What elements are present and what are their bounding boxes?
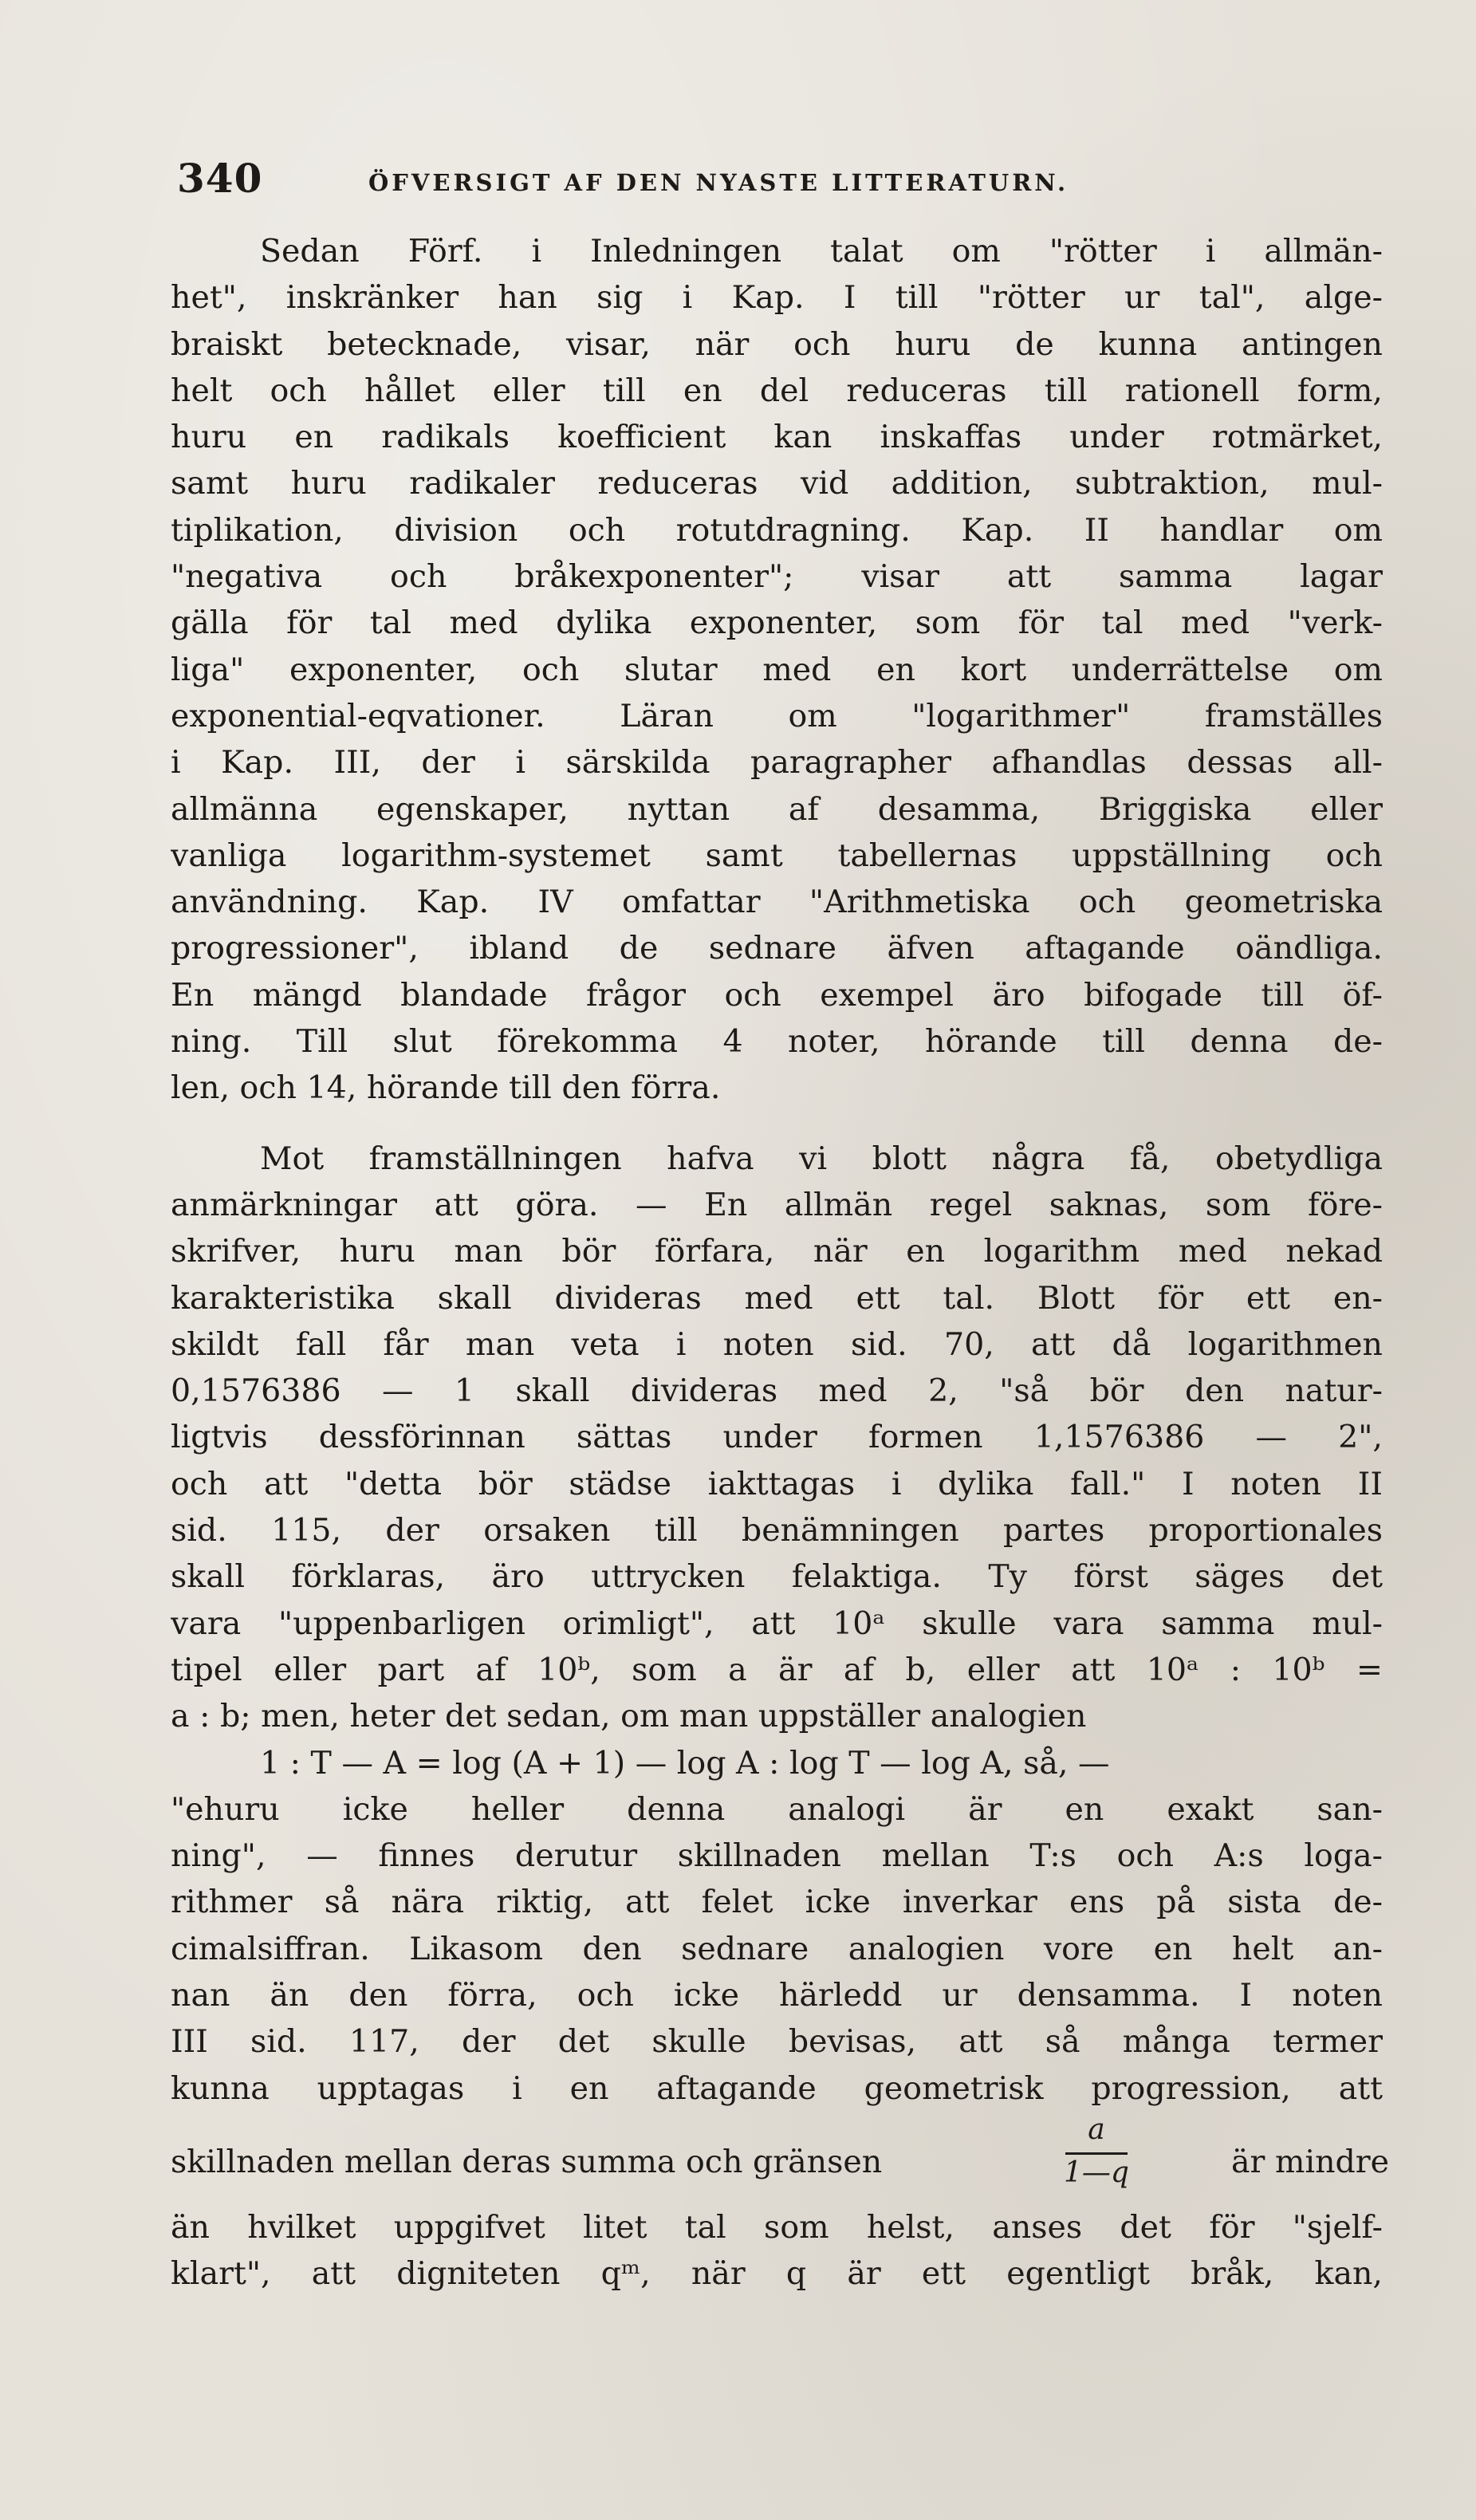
text-line: len, och 14, hörande till den förra. <box>171 1069 721 1107</box>
text-line: liga" exponenter, och slutar med en kort underrättelse om <box>171 651 1383 688</box>
fraction-line <box>171 2112 1390 2204</box>
text-line: helt och hållet eller till en del reduceras till rationell form, <box>171 372 1383 409</box>
text-line: Sedan Förf. i Inledningen talat om "rötter i allmän- <box>260 233 1383 270</box>
page-header <box>177 155 1293 206</box>
text-line: huru en radikals koefficient kan inskaffas under rotmärket, <box>171 419 1383 456</box>
text-line: "negativa och bråkexponenter"; visar att samma lagar <box>171 558 1383 596</box>
text-line: vara "uppenbarligen orimligt", att 10ᵃ skulle vara samma mul- <box>171 1605 1383 1642</box>
fraction <box>1064 2112 1129 2192</box>
text-line: sid. 115, der orsaken till benämningen partes proportionales <box>171 1512 1383 1549</box>
paragraph-gap <box>171 1112 1383 1136</box>
text-line: rithmer så nära riktig, att felet icke inverkar ens på sista de- <box>171 1884 1383 1921</box>
text-line: i Kap. III, der i särskilda paragrapher afhandlas dessas all- <box>171 744 1383 782</box>
text-line: progressioner", ibland de sednare äfven aftagande oändliga. <box>171 930 1383 967</box>
text-line: allmänna egenskaper, nyttan af desamma, Briggiska eller <box>171 790 1383 828</box>
text-line: skrifver, huru man bör förfara, när en logarithm med nekad <box>171 1233 1383 1270</box>
text-line: nan än den förra, och icke härledd ur densamma. I noten <box>171 1976 1383 2014</box>
text-line: a : b; men, heter det sedan, om man uppställer analogien <box>171 1698 1087 1735</box>
text-line: braiskt betecknade, visar, när och huru de kunna antingen <box>171 325 1383 363</box>
text-line: användning. Kap. IV omfattar "Arithmetiska och geometriska <box>171 884 1383 921</box>
text-line: och att "detta bör städse iakttagas i dylika fall." I noten II <box>171 1465 1383 1502</box>
paragraph-1 <box>171 228 1383 1112</box>
paragraph-2 <box>171 1136 1390 2298</box>
text-line: ligtvis dessförinnan sättas under formen 1,1576386 — 2", <box>171 1419 1383 1456</box>
text-line: Mot framställningen hafva vi blott några få, obetydliga <box>260 1140 1383 1177</box>
text-line: klart", att digniteten qᵐ, när q är ett egentligt bråk, kan, <box>171 2255 1383 2293</box>
fraction-numerator: a <box>1065 2112 1127 2155</box>
fraction-line-left: skillnaden mellan deras summa och gränsen <box>171 2143 883 2180</box>
text-line: 0,1576386 — 1 skall divideras med 2, "så bör den natur- <box>171 1372 1383 1410</box>
formula-line: 1 : T — A = log (A + 1) — log A : log T — log A, så, — <box>260 1744 1110 1782</box>
text-line: cimalsiffran. Likasom den sednare analogien vore en helt an- <box>171 1930 1383 1967</box>
text-line: skildt fall får man veta i noten sid. 70, att då logarithmen <box>171 1325 1383 1363</box>
text-line: karakteristika skall divideras med ett tal. Blott för ett en- <box>171 1279 1383 1317</box>
text-line: gälla för tal med dylika exponenter, som för tal med "verk- <box>171 604 1383 642</box>
text-line: skall förklaras, äro uttrycken felaktiga. Ty först säges det <box>171 1558 1383 1596</box>
text-line: anmärkningar att göra. — En allmän regel saknas, som före- <box>171 1186 1383 1223</box>
text-line: vanliga logarithm-systemet samt tabellernas uppställning och <box>171 837 1383 874</box>
body-text <box>171 228 1390 2297</box>
fraction-line-right: är mindre <box>1231 2143 1390 2180</box>
text-line: exponential-eqvationer. Läran om "logarithmer" framställes <box>171 697 1383 734</box>
running-title: ÖFVERSIGT AF DEN NYASTE LITTERATURN. <box>368 169 1069 196</box>
text-line: ning", — finnes derutur skillnaden mellan T:s och A:s loga- <box>171 1837 1383 1875</box>
fraction-denominator: 1—q <box>1064 2156 1129 2189</box>
text-line: ning. Till slut förekomma 4 noter, hörande till denna de- <box>171 1023 1383 1061</box>
text-line: tipel eller part af 10ᵇ, som a är af b, eller att 10ᵃ : 10ᵇ = <box>171 1651 1383 1688</box>
page-number: 340 <box>177 155 263 202</box>
text-line: En mängd blandade frågor och exempel äro bifogade till öf- <box>171 976 1383 1014</box>
text-line: het", inskränker han sig i Kap. I till "rötter ur tal", alge- <box>171 279 1383 317</box>
text-line: "ehuru icke heller denna analogi är en exakt san- <box>171 1790 1383 1828</box>
text-line: III sid. 117, der det skulle bevisas, att så många termer <box>171 2023 1383 2061</box>
text-line: tiplikation, division och rotutdragning. Kap. II handlar om <box>171 511 1383 549</box>
text-line: än hvilket uppgifvet litet tal som helst, anses det för "sjelf- <box>171 2208 1383 2246</box>
text-line: samt huru radikaler reduceras vid addition, subtraktion, mul- <box>171 465 1383 502</box>
text-line: kunna upptagas i en aftagande geometrisk progression, att <box>171 2069 1383 2107</box>
